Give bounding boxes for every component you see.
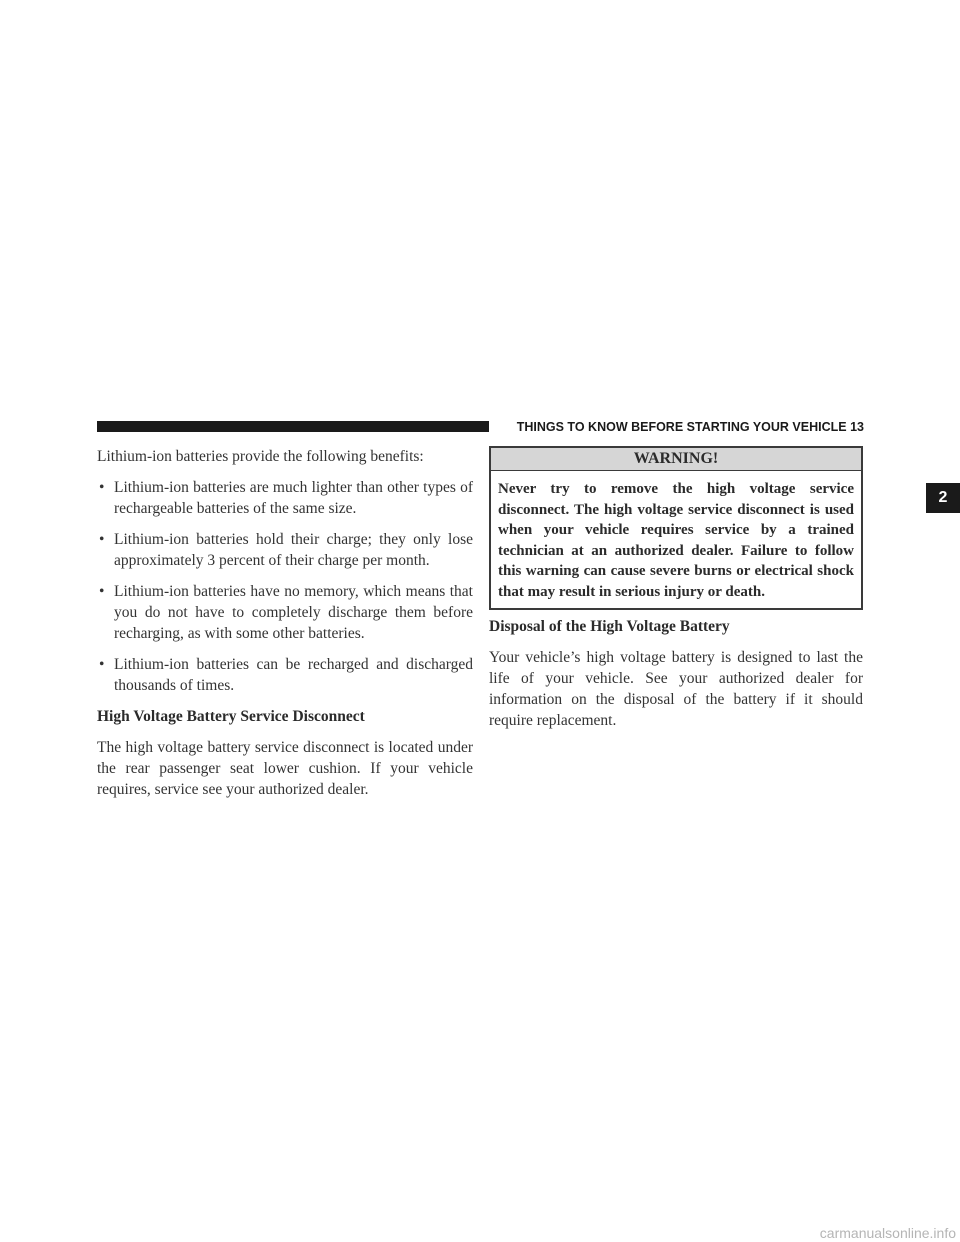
header-rule	[97, 421, 489, 432]
warning-text: Never try to remove the high voltage service disconnect. The high voltage service disconnect is used when your vehicle requires service by a trained technician at an authorized dealer. Failure to follow this warning can cause severe burns or electrical shock that may result in serious injury or death.	[498, 481, 854, 600]
bullet-text: Lithium-ion batteries can be recharged and discharged thousands of times.	[114, 656, 473, 694]
benefit-bullet	[97, 477, 473, 519]
benefit-bullet	[97, 581, 473, 644]
bullet-text: Lithium-ion batteries are much lighter than other types of rechargeable batteries of the same size.	[114, 479, 473, 517]
left-column	[97, 446, 473, 810]
warning-title: WARNING!	[491, 448, 861, 471]
chapter-tab: 2	[926, 483, 960, 513]
warning-box	[489, 446, 863, 610]
bullet-text: Lithium-ion batteries hold their charge; they only lose approximately 3 percent of their charge per month.	[114, 531, 473, 569]
bullet-text: Lithium-ion batteries have no memory, which means that you do not have to completely discharge them before recharging, as with some other batteries.	[114, 583, 473, 642]
right-column	[489, 446, 863, 741]
benefit-bullet	[97, 529, 473, 571]
watermark-link[interactable]: carmanualsonline.info	[819, 1225, 956, 1241]
intro-text: Lithium-ion batteries provide the following benefits:	[97, 448, 424, 465]
running-header: THINGS TO KNOW BEFORE STARTING YOUR VEHICLE 13	[516, 420, 864, 434]
section-heading: Disposal of the High Voltage Battery	[489, 618, 730, 635]
section-paragraph: The high voltage battery service disconnect is located under the rear passenger seat lower cushion. If your vehicle requires, service see your authorized dealer.	[97, 739, 473, 798]
section-heading: High Voltage Battery Service Disconnect	[97, 708, 365, 725]
bullet-dot-icon: •	[99, 479, 105, 496]
bullet-dot-icon: •	[99, 531, 105, 548]
section-paragraph: Your vehicle’s high voltage battery is designed to last the life of your vehicle. See your authorized dealer for information on the disposal of the battery if it should require replacement.	[489, 649, 863, 729]
bullet-dot-icon: •	[99, 656, 105, 673]
bullet-dot-icon: •	[99, 583, 105, 600]
benefit-bullet	[97, 654, 473, 696]
